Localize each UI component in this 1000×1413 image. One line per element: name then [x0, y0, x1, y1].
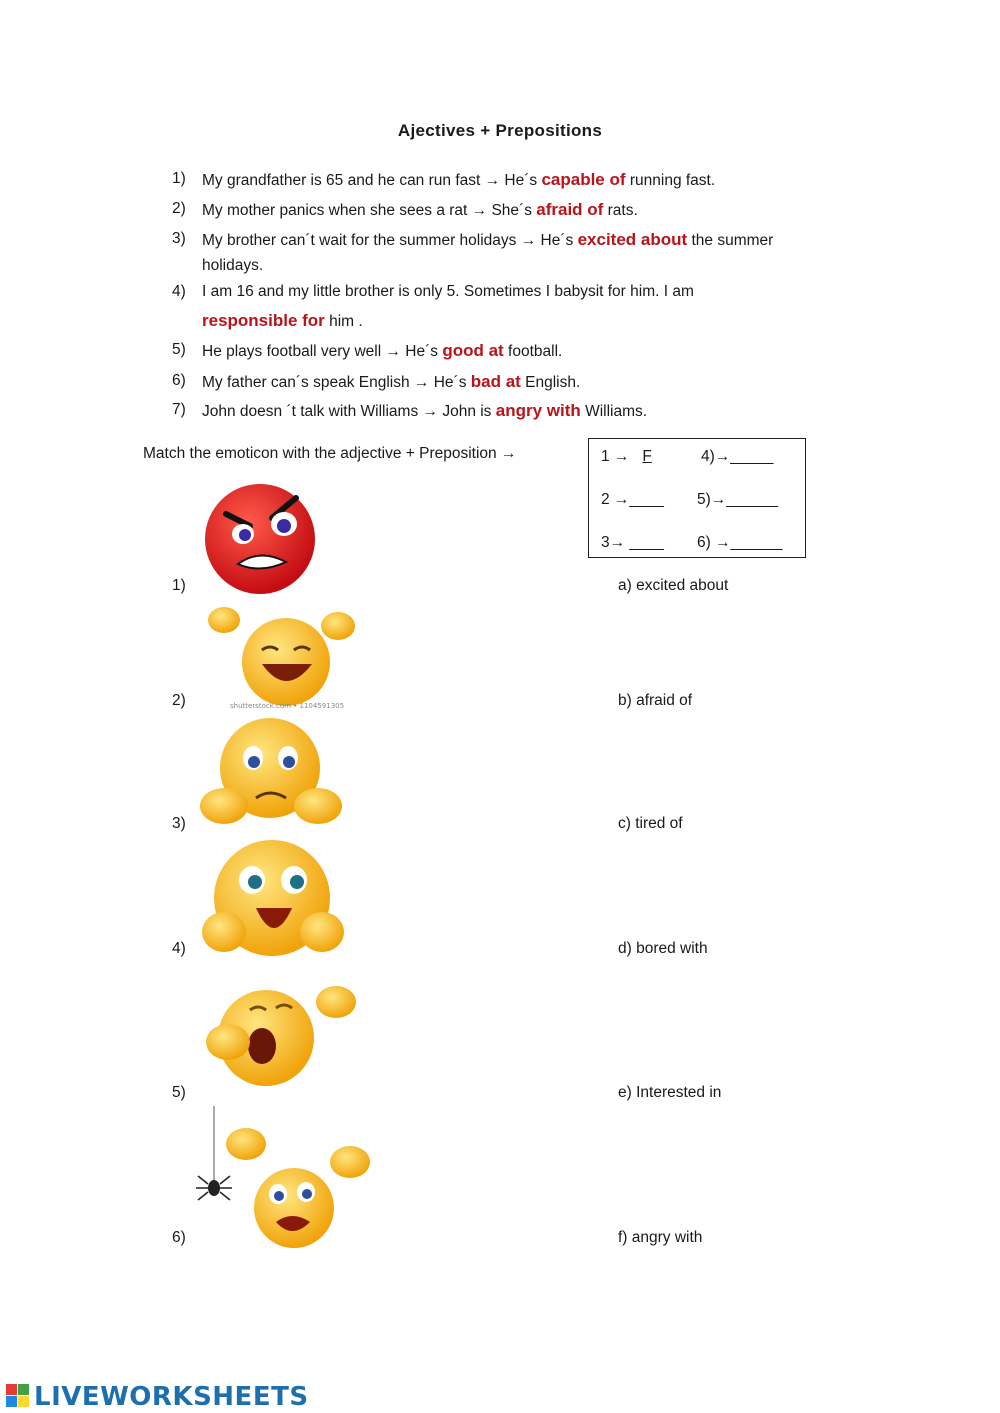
- instruction-text: Match the emoticon with the adjective + Preposition →: [143, 445, 517, 462]
- sentence-text: My brother can´t wait for the summer holidays → He´s: [202, 232, 578, 249]
- laughing-face-icon: [200, 602, 360, 712]
- option-f: f) angry with: [618, 1229, 703, 1246]
- sentence-text: My father can´s speak English → He´s: [202, 374, 471, 391]
- highlight-phrase: capable of: [541, 170, 626, 189]
- angry-face-icon: [198, 484, 326, 596]
- emoticon-number: 5): [172, 1084, 186, 1101]
- emoticon-number: 1): [172, 577, 186, 594]
- answer-6[interactable]: 6) →______: [697, 534, 783, 551]
- sentence-number: 3): [172, 230, 186, 247]
- sentence-text: Williams.: [580, 403, 648, 420]
- option-d: d) bored with: [618, 940, 708, 957]
- footer-brand: LIVEWORKSHEETS: [34, 1382, 309, 1412]
- highlight-phrase: afraid of: [536, 200, 604, 219]
- scared-face-icon: [196, 1106, 376, 1248]
- sentence-5: [202, 341, 562, 361]
- highlight-phrase: excited about: [577, 230, 688, 249]
- sentence-text: He plays football very well → He´s: [202, 343, 443, 360]
- sentence-3: [202, 230, 773, 250]
- highlight-phrase: responsible for: [202, 311, 325, 330]
- sentence-text: rats.: [603, 202, 638, 219]
- answer-1[interactable]: [601, 448, 652, 466]
- sentence-number: 2): [172, 200, 186, 217]
- sentence-text: him .: [324, 313, 363, 330]
- option-c: c) tired of: [618, 815, 683, 832]
- sentence-4-continued: [202, 311, 363, 331]
- sentence-number: 1): [172, 170, 186, 187]
- sentence-text: John doesn ´t talk with Williams → John is: [202, 403, 496, 420]
- liveworksheets-logo-icon: [6, 1384, 30, 1408]
- watermark: shutterstock.com • 1104591305: [230, 702, 345, 710]
- option-e: e) Interested in: [618, 1084, 722, 1101]
- sentence-text: My mother panics when she sees a rat → She´s: [202, 202, 537, 219]
- sentence-text: running fast.: [625, 172, 716, 189]
- answer-4[interactable]: 4)→_____: [701, 448, 774, 465]
- emoticon-number: 2): [172, 692, 186, 709]
- answer-3[interactable]: 3→ ____: [601, 534, 664, 551]
- sentence-number: 6): [172, 372, 186, 389]
- sentence-6: [202, 372, 580, 392]
- yawning-face-icon: [200, 980, 362, 1088]
- sentence-number: 4): [172, 283, 186, 300]
- sentence-number: 5): [172, 341, 186, 358]
- sentence-3-continued: holidays.: [202, 257, 264, 274]
- excited-face-icon: [200, 838, 346, 960]
- sentence-text: the summer: [687, 232, 774, 249]
- sentence-text: football.: [503, 343, 563, 360]
- option-b: b) afraid of: [618, 692, 693, 709]
- answer-value: F: [642, 448, 652, 465]
- answer-5[interactable]: 5)→______: [697, 491, 779, 508]
- sentence-1: [202, 170, 715, 190]
- sentence-4: I am 16 and my little brother is only 5. Sometimes I babysit for him. I am: [202, 283, 694, 300]
- sentence-text: My grandfather is 65 and he can run fast → He´s: [202, 172, 542, 189]
- highlight-phrase: bad at: [470, 372, 521, 391]
- answer-box: [588, 438, 806, 558]
- emoticon-number: 6): [172, 1229, 186, 1246]
- sentence-7: [202, 401, 647, 421]
- sentence-2: [202, 200, 638, 220]
- sentence-number: 7): [172, 401, 186, 418]
- emoticon-number: 4): [172, 940, 186, 957]
- bored-face-icon: [198, 714, 348, 830]
- page-title: Ajectives + Prepositions: [397, 121, 603, 140]
- sentence-text: English.: [520, 374, 581, 391]
- answer-2[interactable]: 2 →____: [601, 491, 664, 508]
- emoticon-number: 3): [172, 815, 186, 832]
- highlight-phrase: angry with: [495, 401, 581, 420]
- answer-label: 1 →: [601, 448, 630, 465]
- option-a: a) excited about: [618, 577, 729, 594]
- highlight-phrase: good at: [442, 341, 504, 360]
